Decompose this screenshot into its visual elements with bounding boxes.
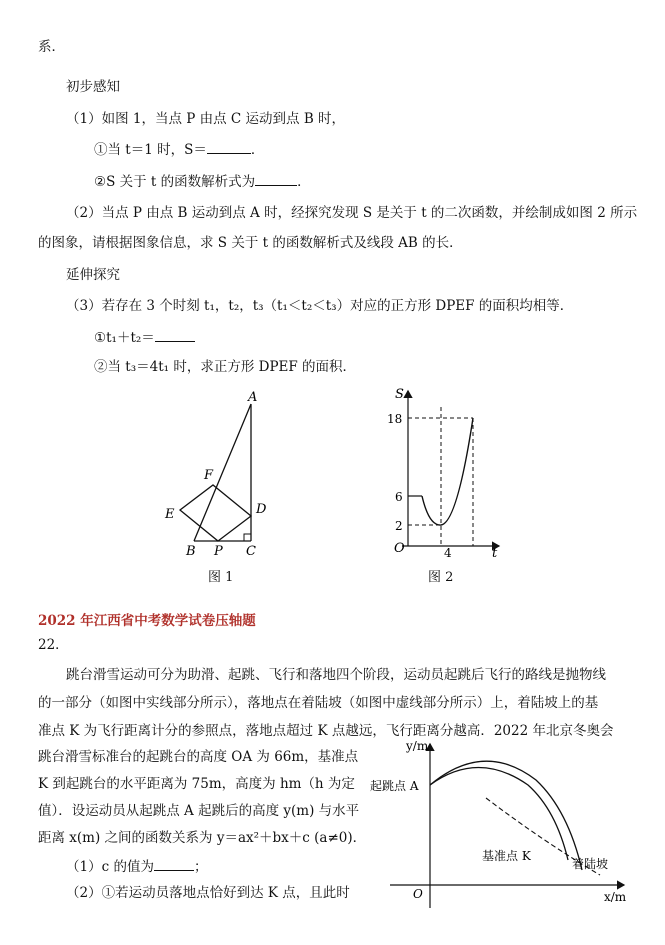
label-D: D [256,502,267,517]
section-title: 2022 年江西省中考数学试卷压轴题 [38,613,256,629]
problem-line-6: 值）．设运动员从起跳点 A 起跳后的高度 y(m) 与水平 [38,803,360,819]
figure-1-diagram [155,388,285,560]
problem-line-3: 准点 K 为飞行距离计分的参照点，落地点超过 K 点越远，飞行距离分越高．2022 年北京冬奥会 [38,723,614,739]
question-2-line2: 的图象，请根据图象信息，求 S 关于 t 的函数解析式及线段 AB 的长． [38,235,463,251]
axis-label-S: S [395,387,404,402]
label-A: A [248,390,258,405]
continuation-text: 系． [38,39,65,55]
tick-18: 18 [387,412,403,426]
heading-initial-perception: 初步感知 [66,79,120,95]
question-2-line1: （2）当点 P 由点 B 运动到点 A 时，经探究发现 S 是关于 t 的二次函数，并绘制成如图 2 所示 [66,205,638,221]
answer-blank [154,857,194,871]
answer-blank [207,140,251,154]
right-angle-mark [244,534,251,541]
tick-2: 2 [395,519,403,533]
flight-path-inner [430,768,568,861]
origin-label: O [413,887,423,901]
label-C: C [246,544,256,559]
problem-line-4: 跳台滑雪标准台的起跳台的高度 OA 为 66m，基准点 [38,749,359,765]
label-F: F [204,468,214,483]
problem-line-1: 跳台滑雪运动可分为助滑、起跳、飞行和落地四个阶段，运动员起跳后飞行的路线是抛物线 [66,667,606,683]
axis-label-y: y/m [406,740,429,753]
problem-line-5: K 到起跳台的水平距离为 75m，高度为 hm（h 为定 [38,776,355,792]
question-3a [94,328,195,347]
square-DPEF [180,485,251,541]
problem-q2: （2）①若运动员落地点恰好到达 K 点，且此时 [66,885,350,901]
problem-q1-text: （1）c 的值为 [66,859,154,875]
question-3b: ②当 t₃＝4t₁ 时，求正方形 DPEF 的面积． [94,359,357,375]
problem-q1 [66,857,207,876]
label-takeoff-point: 起跳点 A [370,779,419,793]
problem-line-2: 的一部分（如图中实线部分所示），落地点在着陆坡（如图中虚线部分所示）上，着陆坡上的基 [38,695,599,711]
problem-q1-end: ； [193,859,208,875]
question-1a-text: ①当 t＝1 时，S＝ [94,142,207,158]
segment-AB [194,404,251,541]
axis-label-x: x/m [604,890,627,904]
origin-label: O [394,541,405,556]
figure-ski-jump [368,740,630,912]
figure-2-caption: 图 2 [428,570,454,585]
label-k-point: 基准点 K [482,849,531,863]
question-1: （1）如图 1，当点 P 由点 C 运动到点 B 时， [66,111,346,127]
tick-6: 6 [395,490,403,504]
label-E: E [165,507,175,522]
label-B: B [186,544,196,559]
axis-label-t: t [492,546,498,560]
question-3a-text: ①t₁＋t₂＝ [94,330,155,346]
answer-blank [155,328,195,342]
heading-extension: 延伸探究 [66,267,120,283]
figure-1-caption: 图 1 [208,570,234,585]
label-P: P [214,544,223,559]
tick-4: 4 [444,546,452,560]
problem-number: 22． [38,637,69,653]
problem-line-7: 距离 x(m) 之间的函数关系为 y＝ax²＋bx＋c (a≠0)． [38,830,367,846]
question-1b: ②S 关于 t 的函数解析式为 ． [94,174,311,190]
question-1b-text: ②S 关于 t 的函数解析式为 [94,174,256,190]
answer-blank [255,172,297,186]
label-landing-slope: 着陆坡 [572,857,609,871]
figure-2-graph [385,385,505,560]
parabola-curve [422,418,473,525]
question-1a: ①当 t＝1 时，S＝ ． [94,142,265,158]
question-3: （3）若存在 3 个时刻 t₁，t₂，t₃（t₁＜t₂＜t₃）对应的正方形 DPEF 的面积均相等． [66,298,574,314]
